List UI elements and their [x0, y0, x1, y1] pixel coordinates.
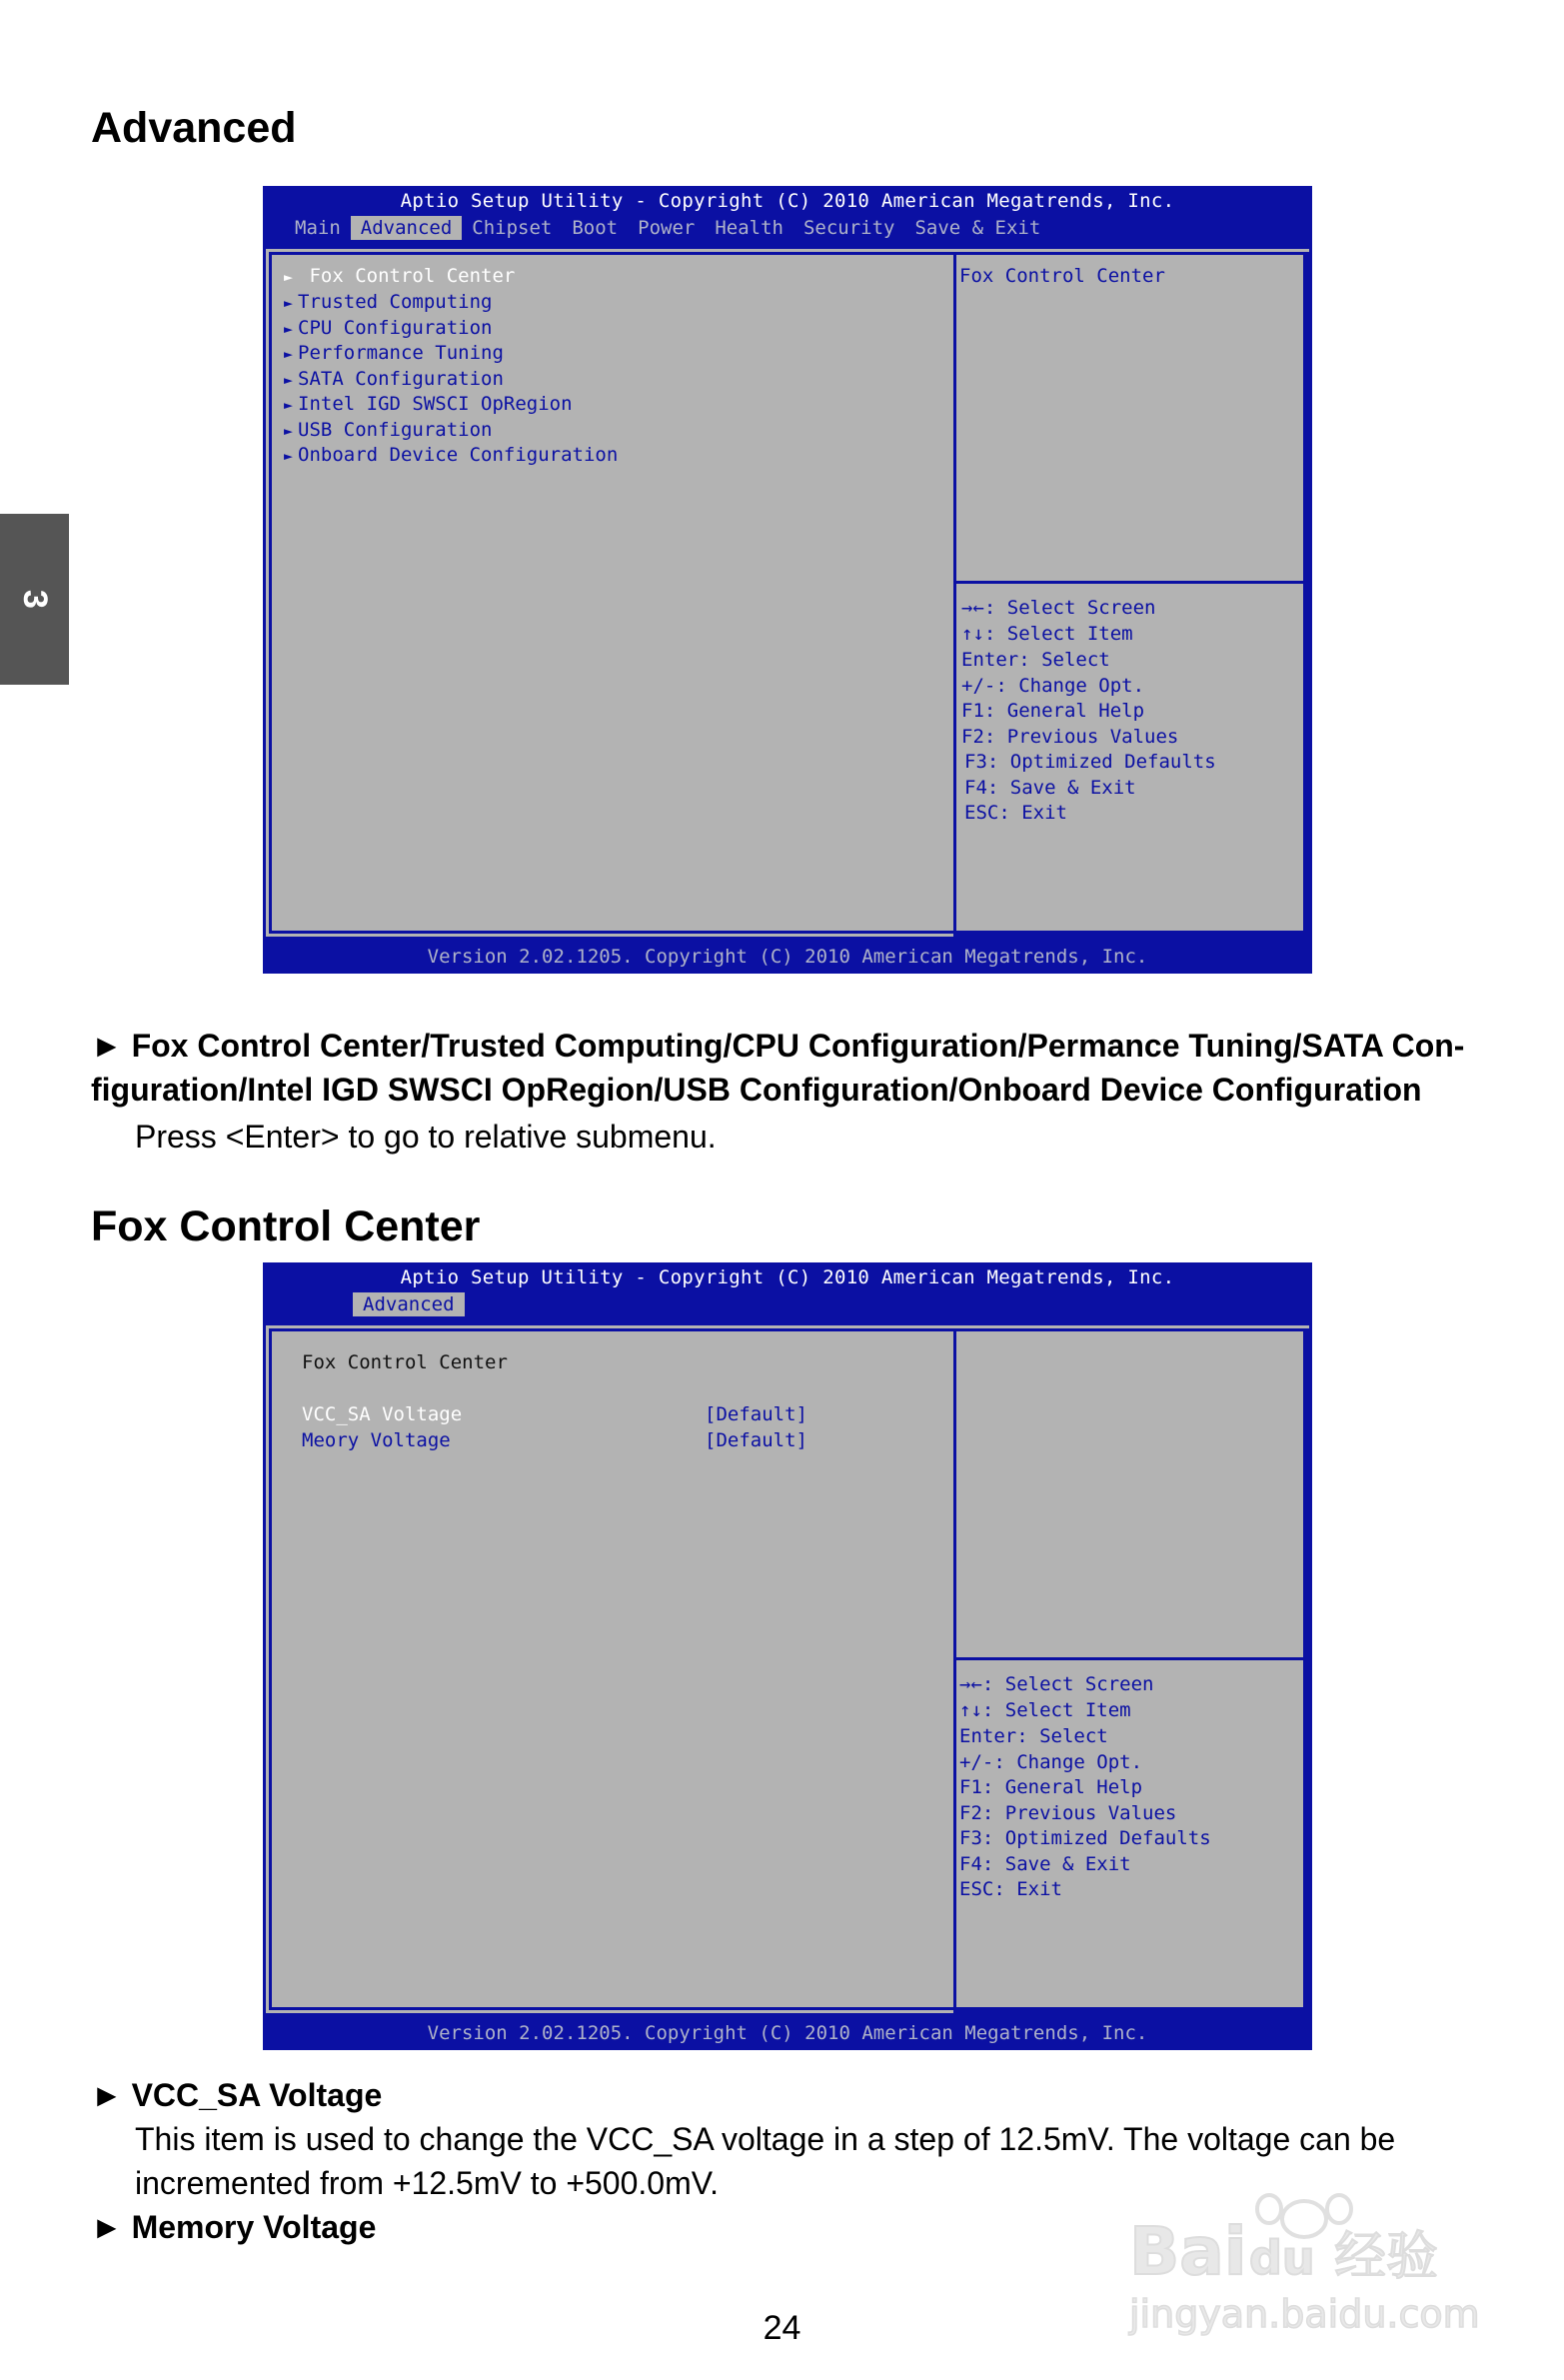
key-help-enter: Enter: Select [959, 1725, 1108, 1747]
tab-power[interactable]: Power [638, 217, 696, 239]
bios-title: Aptio Setup Utility - Copyright (C) 2010 American Megatrends, Inc. [400, 190, 1175, 212]
setting-vcc-sa-voltage[interactable]: VCC_SA Voltage [302, 1403, 463, 1425]
menu-item-usb-configuration[interactable]: ► USB Configuration [284, 419, 493, 441]
key-help-esc: ESC: Exit [959, 1878, 1062, 1900]
submenu-arrow-icon: ► [284, 268, 294, 286]
setting-memory-voltage[interactable]: Meory Voltage [302, 1429, 451, 1451]
bios-footer: Version 2.02.1205. Copyright (C) 2010 American Megatrends, Inc. [427, 946, 1148, 968]
submenu-arrow-icon: ► [284, 320, 294, 338]
page-title: Fox Control Center [302, 1351, 508, 1373]
key-help-f1: F1: General Help [959, 1776, 1143, 1798]
bios-screen-advanced [263, 186, 1312, 974]
bios-title: Aptio Setup Utility - Copyright (C) 2010 American Megatrends, Inc. [400, 1266, 1175, 1288]
bios-menu-bar [285, 216, 1050, 240]
memory-voltage-heading: ► Memory Voltage [91, 2209, 377, 2245]
svg-text:jingyan.baidu.com: jingyan.baidu.com [1129, 2292, 1480, 2336]
key-help-select-screen: →←: Select Screen [959, 1673, 1154, 1695]
tab-advanced[interactable]: Advanced [353, 1292, 465, 1316]
key-help-f3: F3: Optimized Defaults [959, 1827, 1211, 1849]
help-divider [956, 581, 1306, 584]
key-help-f3: F3: Optimized Defaults [964, 751, 1216, 773]
key-help-f4: F4: Save & Exit [959, 1853, 1131, 1875]
bios-footer: Version 2.02.1205. Copyright (C) 2010 American Megatrends, Inc. [427, 2022, 1148, 2044]
svg-text:du: du [1249, 2231, 1315, 2285]
bios-menu-bar [353, 1292, 465, 1316]
submenu-list-heading: ► Fox Control Center/Trusted Computing/CPU Configuration/Permance Tuning/SATA Con- figuration/Intel IGD SWSCI OpRegion/USB Configuration/Onboard Device Configuration [91, 1028, 1465, 1108]
bios-frame [269, 252, 1306, 934]
tab-health[interactable]: Health [715, 217, 783, 239]
submenu-description: Press <Enter> to go to relative submenu. [135, 1119, 717, 1155]
key-help-f4: F4: Save & Exit [964, 777, 1136, 799]
help-divider [956, 1657, 1306, 1660]
submenu-arrow-icon: ► [284, 294, 294, 312]
key-help-select-screen: →←: Select Screen [961, 597, 1156, 619]
menu-item-fox-control-center[interactable]: ► Fox Control Center [284, 265, 516, 287]
submenu-arrow-icon: ► [284, 396, 294, 414]
page-number: 24 [763, 2309, 801, 2347]
key-help-f1: F1: General Help [961, 700, 1145, 722]
tab-advanced[interactable]: Advanced [351, 216, 463, 240]
submenu-arrow-icon: ► [284, 371, 294, 389]
setting-vcc-sa-voltage-value[interactable]: [Default] [705, 1403, 807, 1425]
bios-body [263, 1322, 1312, 2016]
key-help-change-opt: +/-: Change Opt. [959, 1751, 1143, 1773]
bios-frame [269, 1328, 1306, 2010]
bios-screen-fox-control-center [263, 1262, 1312, 2050]
baidu-watermark-logo [1119, 2179, 1489, 2339]
svg-text:Bai: Bai [1129, 2213, 1247, 2290]
submenu-arrow-icon: ► [284, 447, 294, 465]
key-help-change-opt: +/-: Change Opt. [961, 675, 1145, 697]
menu-item-cpu-configuration[interactable]: ► CPU Configuration [284, 317, 493, 339]
menu-item-sata-configuration[interactable]: ► SATA Configuration [284, 368, 504, 390]
menu-item-intel-igd-swsci-opregion[interactable]: ► Intel IGD SWSCI OpRegion [284, 393, 573, 415]
advanced-heading: Advanced [91, 104, 297, 152]
tab-security[interactable]: Security [802, 217, 895, 239]
submenu-arrow-icon: ► [284, 345, 294, 363]
menu-item-performance-tuning[interactable]: ► Performance Tuning [284, 342, 504, 364]
chapter-number: 3 [16, 590, 54, 609]
bios-body [263, 246, 1312, 940]
key-help-f2: F2: Previous Values [959, 1802, 1177, 1824]
key-help-select-item: ↑↓: Select Item [961, 623, 1133, 645]
tab-boot[interactable]: Boot [572, 217, 619, 239]
tab-chipset[interactable]: Chipset [472, 217, 553, 239]
vcc-sa-voltage-heading: ► VCC_SA Voltage [91, 2077, 383, 2113]
help-title: Fox Control Center [959, 265, 1165, 287]
fox-control-center-heading: Fox Control Center [91, 1202, 481, 1250]
svg-text:经验: 经验 [1334, 2227, 1439, 2287]
chapter-tab [0, 514, 69, 685]
submenu-arrow-icon: ► [284, 422, 294, 440]
key-help-esc: ESC: Exit [964, 802, 1067, 824]
tab-save-exit[interactable]: Save & Exit [914, 217, 1041, 239]
help-pane [953, 252, 1309, 937]
key-help-select-item: ↑↓: Select Item [959, 1699, 1131, 1721]
menu-item-trusted-computing[interactable]: ► Trusted Computing [284, 291, 493, 313]
vcc-sa-voltage-description: This item is used to change the VCC_SA voltage in a step of 12.5mV. The voltage can be incremented from +12.5mV to +500.0mV. [135, 2121, 1396, 2201]
tab-main[interactable]: Main [295, 217, 341, 239]
help-pane [953, 1328, 1309, 2013]
key-help-f2: F2: Previous Values [961, 726, 1179, 748]
key-help-enter: Enter: Select [961, 649, 1110, 671]
setting-memory-voltage-value[interactable]: [Default] [705, 1429, 807, 1451]
menu-item-onboard-device-configuration[interactable]: ► Onboard Device Configuration [284, 444, 619, 466]
